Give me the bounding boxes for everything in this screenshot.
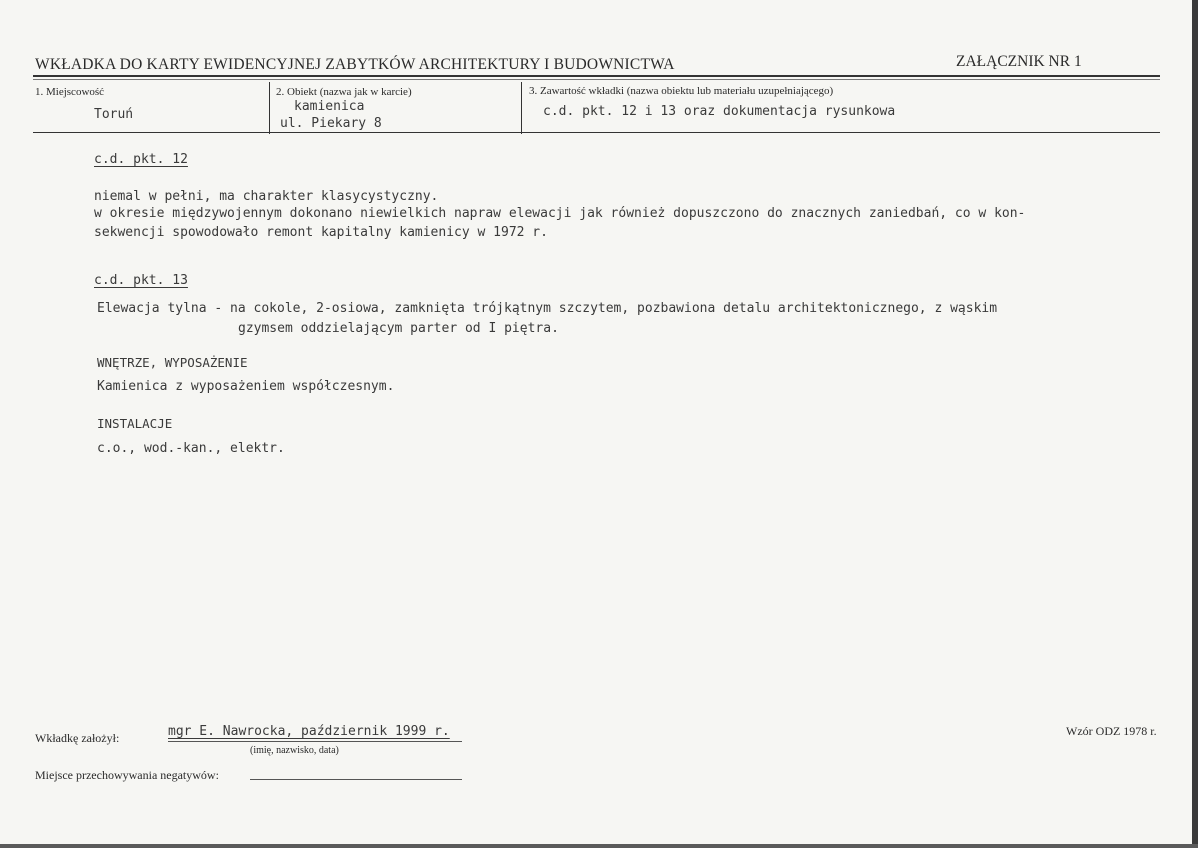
section-12-heading: c.d. pkt. 12 bbox=[94, 152, 188, 167]
section-13-line: Elewacja tylna - na cokole, 2-osiowa, zamknięta trójkątnym szczytem, pozbawiona detalu architektonicznego, z wąskim bbox=[97, 301, 998, 316]
header-rule bbox=[33, 75, 1160, 77]
section-12-line: niemal w pełni, ma charakter klasycystyczny. bbox=[94, 189, 439, 204]
interior-heading: WNĘTRZE, WYPOSAŻENIE bbox=[97, 355, 248, 370]
negatives-label: Miejsce przechowywania negatywów: bbox=[35, 768, 219, 782]
author-hint: (imię, nazwisko, data) bbox=[250, 745, 339, 756]
installations-text: c.o., wod.-kan., elektr. bbox=[97, 441, 285, 456]
section-13-line: gzymsem oddzielającym parter od I piętra. bbox=[238, 321, 559, 336]
table-rule bbox=[33, 132, 1160, 133]
object-label: 2. Obiekt (nazwa jak w karcie) bbox=[276, 86, 412, 98]
object-line-1: kamienica bbox=[294, 99, 365, 114]
header-rule-thin bbox=[33, 79, 1160, 80]
section-12-line: sekwencji spowodowało remont kapitalny kamienicy w 1972 r. bbox=[94, 225, 548, 240]
place-value: Toruń bbox=[94, 107, 134, 122]
scan-edge bbox=[0, 844, 1198, 848]
form-reference: Wzór ODZ 1978 r. bbox=[1066, 724, 1157, 738]
content-label: 3. Zawartość wkładki (nazwa obiektu lub materiału uzupełniającego) bbox=[529, 85, 834, 97]
content-value: c.d. pkt. 12 i 13 oraz dokumentacja rysunkowa bbox=[543, 104, 896, 119]
negatives-line bbox=[250, 779, 462, 780]
section-12-line: w okresie międzywojennym dokonano niewielkich napraw elewacji jak również dopuszczono do znacznych zaniedbań, co w kon- bbox=[94, 206, 1026, 221]
installations-heading: INSTALACJE bbox=[97, 416, 173, 431]
form-title: WKŁADKA DO KARTY EWIDENCYJNEJ ZABYTKÓW ARCHITEKTURY I BUDOWNICTWA bbox=[35, 56, 675, 73]
column-divider bbox=[521, 82, 522, 134]
column-divider bbox=[269, 82, 270, 134]
scan-edge bbox=[1192, 0, 1198, 848]
author-label: Wkładkę założył: bbox=[35, 731, 120, 745]
annex-number: ZAŁĄCZNIK NR 1 bbox=[956, 53, 1082, 70]
section-13-heading: c.d. pkt. 13 bbox=[94, 273, 188, 288]
object-line-2: ul. Piekary 8 bbox=[280, 116, 382, 131]
author-line bbox=[168, 741, 462, 742]
author-value: mgr E. Nawrocka, październik 1999 r. bbox=[168, 724, 450, 739]
interior-text: Kamienica z wyposażeniem współczesnym. bbox=[97, 379, 395, 394]
place-label: 1. Miejscowość bbox=[35, 86, 105, 98]
